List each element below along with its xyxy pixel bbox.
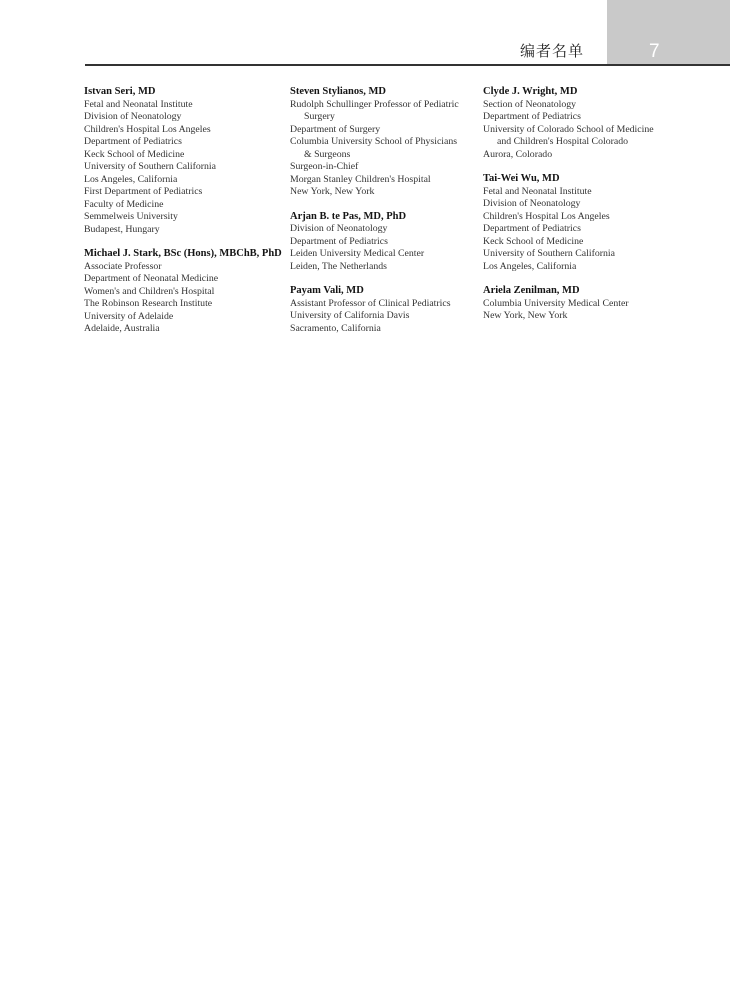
contributor-entry [290,285,485,335]
affiliation-line: Children's Hospital Los Angeles [483,210,610,222]
contributor-name: Clyde J. Wright, MD [483,86,578,97]
affiliation-line: Department of Neonatal Medicine [84,273,219,284]
affiliation-line: Department of Pediatrics [84,136,182,147]
affiliation-line: University of California Davis [290,310,410,321]
contributor-name: Istvan Seri, MD [84,86,156,97]
affiliation-line: Keck School of Medicine [84,148,185,160]
affiliation-line: Los Angeles, California [84,173,178,185]
contributor-entry [483,173,718,273]
affiliation-line: & Surgeons [304,148,351,160]
affiliation-line: Department of Pediatrics [483,223,581,234]
affiliation-line: Surgeon-in-Chief [290,161,359,172]
affiliation-line: Columbia University School of Physicians [290,136,458,147]
affiliation-line: Surgery [304,111,335,122]
affiliation-line: and Children's Hospital Colorado [497,136,629,147]
affiliation-line: Sacramento, California [290,322,381,334]
affiliation-line: Department of Surgery [290,123,381,135]
affiliation-line: Leiden University Medical Center [290,248,425,259]
affiliation-line: Fetal and Neonatal Institute [84,98,193,110]
section-title: 编者名单 [520,42,585,60]
affiliation-line: Division of Neonatology [84,111,182,122]
affiliation-line: Assistant Professor of Clinical Pediatrics [290,297,451,309]
affiliation-line: Semmelweis University [84,211,178,222]
contributor-name: Payam Vali, MD [290,285,364,296]
affiliation-line: Children's Hospital Los Angeles [84,123,211,135]
affiliation-line: The Robinson Research Institute [84,298,213,309]
affiliation-line: Rudolph Schullinger Professor of Pediatric [290,98,459,110]
affiliation-line: University of Adelaide [84,310,174,322]
page-number: 7 [649,41,660,62]
contributor-entry [483,86,718,161]
contributor-name: Ariela Zenilman, MD [483,285,580,296]
affiliation-line: Department of Pediatrics [483,111,581,122]
affiliation-line: University of Southern California [84,161,216,172]
affiliation-line: Morgan Stanley Children's Hospital [290,173,431,185]
contributor-entry [290,211,485,274]
affiliation-line: Aurora, Colorado [483,148,553,160]
affiliation-line: University of Colorado School of Medicine [483,123,654,135]
contributor-entry [84,248,282,336]
contributor-entry [84,86,279,236]
affiliation-line: New York, New York [290,186,375,197]
contributor-name: Arjan B. te Pas, MD, PhD [290,210,407,222]
affiliation-line: Los Angeles, California [483,260,577,272]
affiliation-line: Columbia University Medical Center [483,297,629,309]
affiliation-line: Keck School of Medicine [483,235,584,247]
affiliation-line: Department of Pediatrics [290,235,388,247]
contributor-entry [483,285,718,323]
affiliation-line: University of Southern California [483,248,615,259]
contributor-column-3 [483,86,718,335]
affiliation-line: Associate Professor [84,260,162,272]
header-rule [85,64,730,66]
affiliation-line: Section of Neonatology [483,98,577,110]
contributor-column-1 [84,86,282,348]
contributor-name: Michael J. Stark, BSc (Hons), MBChB, PhD [84,248,282,259]
affiliation-line: Leiden, The Netherlands [290,260,387,272]
affiliation-line: Division of Neonatology [290,223,388,234]
page-number-tab [607,0,730,66]
affiliation-line: Fetal and Neonatal Institute [483,185,592,197]
affiliation-line: First Department of Pediatrics [84,186,203,197]
affiliation-line: New York, New York [483,310,568,321]
contributor-column-2 [290,86,485,347]
affiliation-line: Adelaide, Australia [84,323,160,334]
contributor-name: Steven Stylianos, MD [290,86,386,97]
contributor-entry [290,86,485,199]
affiliation-line: Faculty of Medicine [84,198,164,210]
affiliation-line: Women's and Children's Hospital [84,285,215,297]
affiliation-line: Division of Neonatology [483,198,581,209]
affiliation-line: Budapest, Hungary [84,223,160,235]
contributor-name: Tai-Wei Wu, MD [483,173,560,184]
